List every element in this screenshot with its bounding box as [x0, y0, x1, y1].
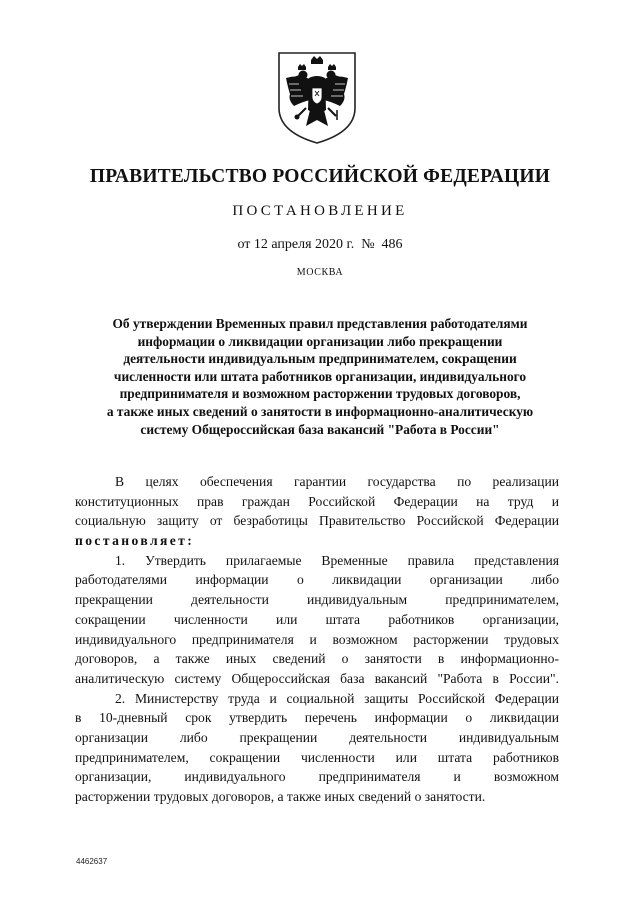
- body-line: В целях обеспечения гарантии государства по реализации: [115, 474, 559, 489]
- body-line: индивидуального предпринимателя и возможном расторжении трудовых: [75, 631, 559, 647]
- document-city: МОСКВА: [296, 267, 344, 278]
- subject-line: а также иных сведений о занятости в информационно-аналитическую: [106, 403, 534, 419]
- body-line: конституционных прав граждан Российской Федерации на труд и: [75, 493, 559, 509]
- body-line: аналитическую систему Общероссийская база вакансий "Работа в России".: [75, 670, 559, 686]
- subject-line: деятельности индивидуальным предпринимателем, сокращении: [123, 351, 517, 367]
- body-line: работодателями информации о ликвидации организации либо: [75, 572, 559, 588]
- body-line: организации либо прекращении деятельности индивидуальным: [75, 729, 559, 745]
- document-subject: [60, 315, 580, 438]
- subject-line: систему Общероссийская база вакансий "Работа в России": [140, 421, 500, 437]
- subject-line: Об утверждении Временных правил представления работодателями: [112, 316, 528, 331]
- body-line: социальную защиту от безработицы Правительство Российской Федерации: [75, 513, 559, 529]
- body-line: в 10-дневный срок утвердить перечень информации о ликвидации: [75, 710, 559, 726]
- subject-line: предпринимателя и возможном расторжении трудовых договоров,: [119, 386, 521, 402]
- document-body: [75, 472, 559, 807]
- item-2-paragraph: [75, 689, 559, 807]
- item-1-paragraph: [75, 551, 559, 689]
- subject-line: информации о ликвидации организации либо прекращении: [137, 333, 503, 349]
- body-line: организации, индивидуального предпринимателя и возможном: [75, 769, 559, 785]
- coat-of-arms-emblem: [276, 50, 358, 146]
- government-title: ПРАВИТЕЛЬСТВО РОССИЙСКОЙ ФЕДЕРАЦИИ: [89, 166, 551, 187]
- body-line: 1. Утвердить прилагаемые Временные правила представления: [115, 552, 559, 568]
- resolves-word: постановляет:: [75, 533, 195, 549]
- document-code: 4462637: [76, 857, 108, 866]
- document-date-number: от 12 апреля 2020 г. № 486: [237, 237, 403, 252]
- body-line: сокращении численности или штата работников организации,: [75, 611, 559, 627]
- preamble-paragraph: [75, 472, 559, 551]
- body-line: 2. Министерству труда и социальной защиты Российской Федерации: [115, 690, 559, 706]
- double-headed-eagle-icon: [276, 50, 358, 146]
- resolves-line: [75, 531, 559, 551]
- document-type: ПОСТАНОВЛЕНИЕ: [232, 203, 408, 219]
- body-line: предпринимателем, сокращении численности или штата работников: [75, 749, 559, 765]
- subject-line: численности или штата работников организации, индивидуального: [113, 368, 527, 384]
- body-line: прекращении деятельности индивидуальным предпринимателем,: [75, 592, 559, 608]
- body-line: договоров, а также иных сведений о занятости в информационно-: [75, 651, 559, 667]
- body-line: расторжении трудовых договоров, а также иных сведений о занятости.: [75, 789, 486, 804]
